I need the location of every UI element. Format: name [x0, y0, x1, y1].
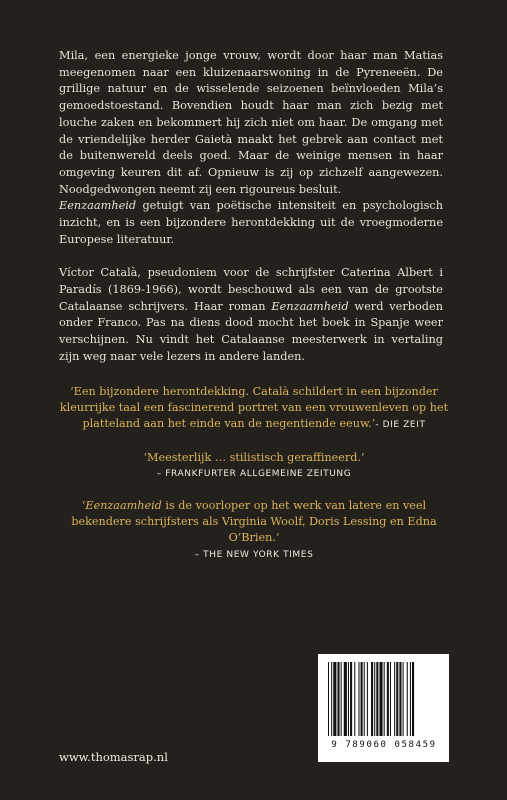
- review-quotes: [59, 384, 449, 563]
- synopsis-paragraph-1: Mila, een energieke jonge vrouw, wordt door haar man Matias meegenomen naar een kluizenaarswoning in de Pyreneeën. De grillige natuur en de wisselende seizoenen beïnvloeden Mila’s gemoedstoestand. Bovendien houdt haar man zich bezig met louche zaken en bekommert hij zich niet om haar. De omgang met de vriendelijke herder Gaietà maakt het gebrek aan contact met de buitenwereld deels goed. Maar de weinige mensen in haar omgeving keuren dit af. Opnieuw is zij op zichzelf aangewezen. Noodgedwongen neemt zij een rigoureus besluit.: [59, 49, 443, 196]
- quote-nyt: ‘Eenzaamheid is de voorloper op het werk van latere en veel bekendere schrijfsters als Virginia Woolf, Doris Lessing en Edna O’Brien.’ – THE NEW YORK TIMES: [59, 498, 449, 563]
- barcode-bar: [387, 662, 389, 736]
- barcode-bar: [333, 662, 336, 736]
- barcode-bar: [328, 662, 329, 736]
- author-paragraph: Víctor Català, pseudoniem voor de schrijfster Caterina Albert i Paradís (1869-1966), wordt beschouwd als een van de grootste Catalaanse schrijvers. Haar roman Eenzaamheid werd verboden onder Franco. Pas na diens dood mocht het boek in Spanje weer verschijnen. Nu vindt het Catalaanse meesterwerk in vertaling zijn weg naar vele lezers in andere landen.: [59, 266, 443, 363]
- barcode-bar: [348, 662, 349, 736]
- barcode-bar: [341, 662, 342, 736]
- publisher-website[interactable]: www.thomasrap.nl: [59, 750, 168, 764]
- barcode-bar: [396, 662, 398, 736]
- barcode-bar: [394, 662, 395, 736]
- quote-source: - DIE ZEIT: [375, 420, 426, 431]
- synopsis-paragraph-2: Eenzaamheid getuigt van poëtische intensiteit en psychologisch inzicht, en is een bijzondere herontdekking uit de vroegmoderne Europese literatuur.: [59, 199, 443, 246]
- barcode-bar: [407, 662, 408, 736]
- barcode-bar: [354, 662, 355, 736]
- book-title: Eenzaamheid: [271, 299, 349, 313]
- book-title: Eenzaamheid: [85, 499, 162, 513]
- barcode-bar: [390, 662, 391, 736]
- barcode-bar: [337, 662, 339, 736]
- isbn-number: 9 789060 058459: [331, 740, 437, 750]
- quote-source: – FRANKFURTER ALLGEMEINE ZEITUNG: [156, 468, 352, 479]
- barcode-bar: [371, 662, 373, 736]
- barcode-bar: [410, 662, 411, 736]
- barcode-bar: [364, 662, 365, 736]
- barcode-bar: [379, 662, 382, 736]
- barcode-bars: [326, 662, 441, 738]
- barcode-bar: [367, 662, 368, 736]
- barcode-bar: [374, 662, 375, 736]
- isbn-barcode: [318, 654, 449, 762]
- quote-faz: ‘Meesterlijk … stilistisch geraffineerd.’ – FRANKFURTER ALLGEMEINE ZEITUNG: [59, 450, 449, 482]
- barcode-bar: [412, 662, 414, 736]
- book-title: Eenzaamheid: [59, 199, 137, 213]
- barcode-bar: [403, 662, 404, 736]
- synopsis: [59, 48, 443, 365]
- barcode-bar: [331, 662, 332, 736]
- barcode-bar: [361, 662, 363, 736]
- barcode-bar: [384, 662, 385, 736]
- quote-source: – THE NEW YORK TIMES: [194, 549, 314, 560]
- barcode-bar: [358, 662, 359, 736]
- barcode-bar: [376, 662, 378, 736]
- quote-die-zeit: ‘Een bijzondere herontdekking. Català schildert in een bijzonder kleurrijke taal een fascinerend portret van een vrouwenleven op het platteland aan het einde van de negentiende eeuw.’- DIE ZEIT: [59, 385, 449, 431]
- barcode-bar: [350, 662, 352, 736]
- barcode-bar: [344, 662, 347, 736]
- barcode-bar: [399, 662, 401, 736]
